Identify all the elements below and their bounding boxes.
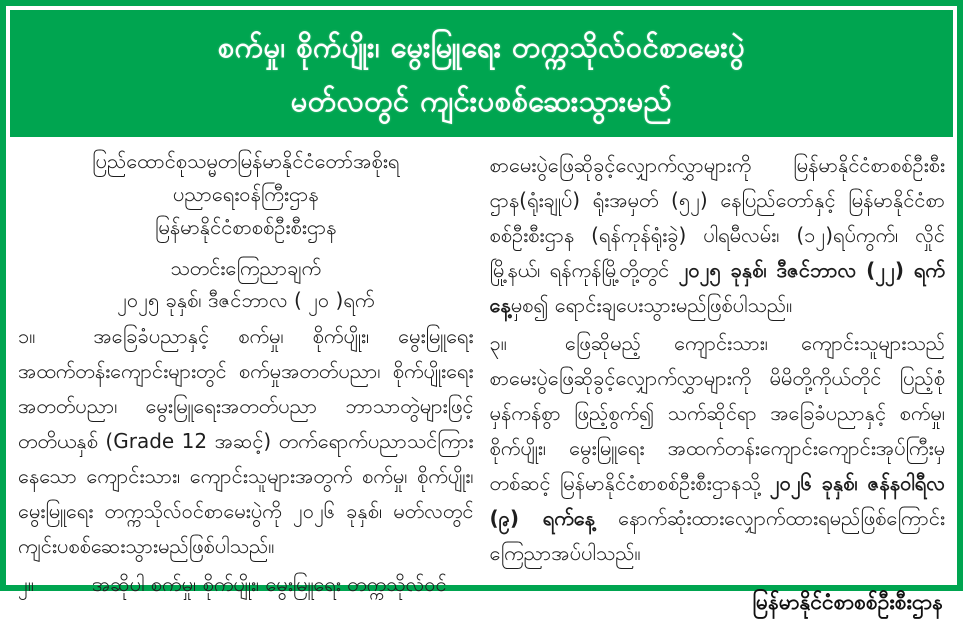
- announcement-label: သတင်းကြေညာချက်: [170, 256, 322, 280]
- government-headings: [18, 145, 474, 244]
- paragraph-3-text-end: နောက်ဆုံးထားလျှောက်ထားရမည်ဖြစ်ကြောင်း ကြေညာအပ်ပါသည်။: [489, 506, 945, 565]
- paragraph-3-number: ၃။: [489, 331, 507, 355]
- left-column: [18, 145, 474, 620]
- paragraph-2-number: ၂။: [18, 572, 34, 596]
- application-deadline-date: ၂၀၂၆ ခုနှစ်၊ ဇန်နဝါရီလ (၉) ရက်နေ့: [489, 471, 945, 530]
- announcement-header: [18, 252, 474, 316]
- paragraph-1: [18, 319, 474, 564]
- headline-line-1: စက်မှု၊ စိုက်ပျိုး၊ မွေးမြူရေး တက္ကသိုလ်ဝင်စာမေးပွဲ: [217, 29, 746, 64]
- sale-start-date: ၂၀၂၅ ခုနှစ်၊ ဒီဇင်ဘာလ (၂၂) ရက်နေ့: [489, 258, 945, 317]
- paragraph-3: [490, 326, 946, 571]
- paragraph-2-text: စာမေးပွဲဖြေဆိုခွင့်လျှောက်လွှာများကို မြန်မာနိုင်ငံစာစစ်ဦးစီးဌာန(ရုံးချုပ်) ရုံးအမှတ် (၅၂) နေပြည်တော်နှင့် မြန်မာနိုင်ငံစာစစ်ဦးစီးဌာန (ရန်ကုန်ရုံးခွဲ) ပါရမီလမ်း၊ (၁၂)ရပ်ကွက်၊ လှိုင်မြို့နယ်၊ ရန်ကုန်မြို့တို့တွင်: [489, 153, 945, 282]
- paragraph-2-text-end: မှစ၍ ရောင်းချပေးသွားမည်ဖြစ်ပါသည်။: [510, 293, 793, 317]
- heading-ministry: ပညာရေးဝန်ကြီးဌာန: [172, 182, 319, 206]
- paragraph-1-number: ၁။: [18, 324, 36, 348]
- document-body: [10, 137, 953, 620]
- headline-banner: [10, 10, 953, 137]
- headline-line-2: မတ်လတွင် ကျင်းပစစ်ဆေးသွားမည်: [290, 83, 673, 118]
- paragraph-2-start-text: အဆိုပါ စက်မှု၊ စိုက်ပျိုး၊ မွေးမြူရေး တက္ကသိုလ်ဝင်: [91, 572, 447, 596]
- heading-department: မြန်မာနိုင်ငံစာစစ်ဦးစီးဌာန: [155, 215, 337, 239]
- paragraph-2-start: [18, 567, 474, 602]
- signature-department: မြန်မာနိုင်ငံစာစစ်ဦးစီးဌာန: [752, 590, 943, 614]
- paragraph-1-text: အခြေခံပညာနှင့် စက်မှု၊ စိုက်ပျိုး၊ မွေးမြူရေး အထက်တန်းကျောင်းများတွင် စက်မှုအတတ်ပညာ၊ စိုက်ပျိုးရေးအတတ်ပညာ၊ မွေးမြူရေးအတတ်ပညာ ဘာသာတွဲများဖြင့် တတိယနှစ် (Grade 12 အဆင့်) တက်ရောက်ပညာသင်ကြားနေသော ကျောင်းသား၊ ကျောင်းသူများအတွက် စက်မှု၊ စိုက်ပျိုး၊ မွေးမြူရေး တက္ကသိုလ်ဝင်စာမေးပွဲကို ၂၀၂၆ ခုနှစ်၊ မတ်လတွင် ကျင်းပစစ်ဆေးသွားမည်ဖြစ်ပါသည်။: [18, 324, 474, 558]
- paragraph-2-continued: [490, 148, 946, 323]
- right-column: [490, 145, 946, 620]
- heading-government: ပြည်ထောင်စုသမ္မတမြန်မာနိုင်ငံတော်အစိုးရ: [92, 149, 400, 173]
- paragraph-3-text: ဖြေဆိုမည့် ကျောင်းသား၊ ကျောင်းသူများသည် စာမေးပွဲဖြေဆိုခွင့်လျှောက်လွှာများကို မိမိတို့ကိုယ်တိုင် ပြည့်စုံမှန်ကန်စွာ ဖြည့်စွက်၍ သက်ဆိုင်ရာ အခြေခံပညာနှင့် စက်မှု၊ စိုက်ပျိုး၊ မွေးမြူရေး အထက်တန်းကျောင်းကျောင်းအုပ်ကြီးမှတစ်ဆင့် မြန်မာနိုင်ငံစာစစ်ဦးစီးဌာနသို့: [489, 331, 945, 495]
- announcement-date: ၂၀၂၅ ခုနှစ်၊ ဒီဇင်ဘာလ ( ၂၀ )ရက်: [117, 288, 375, 312]
